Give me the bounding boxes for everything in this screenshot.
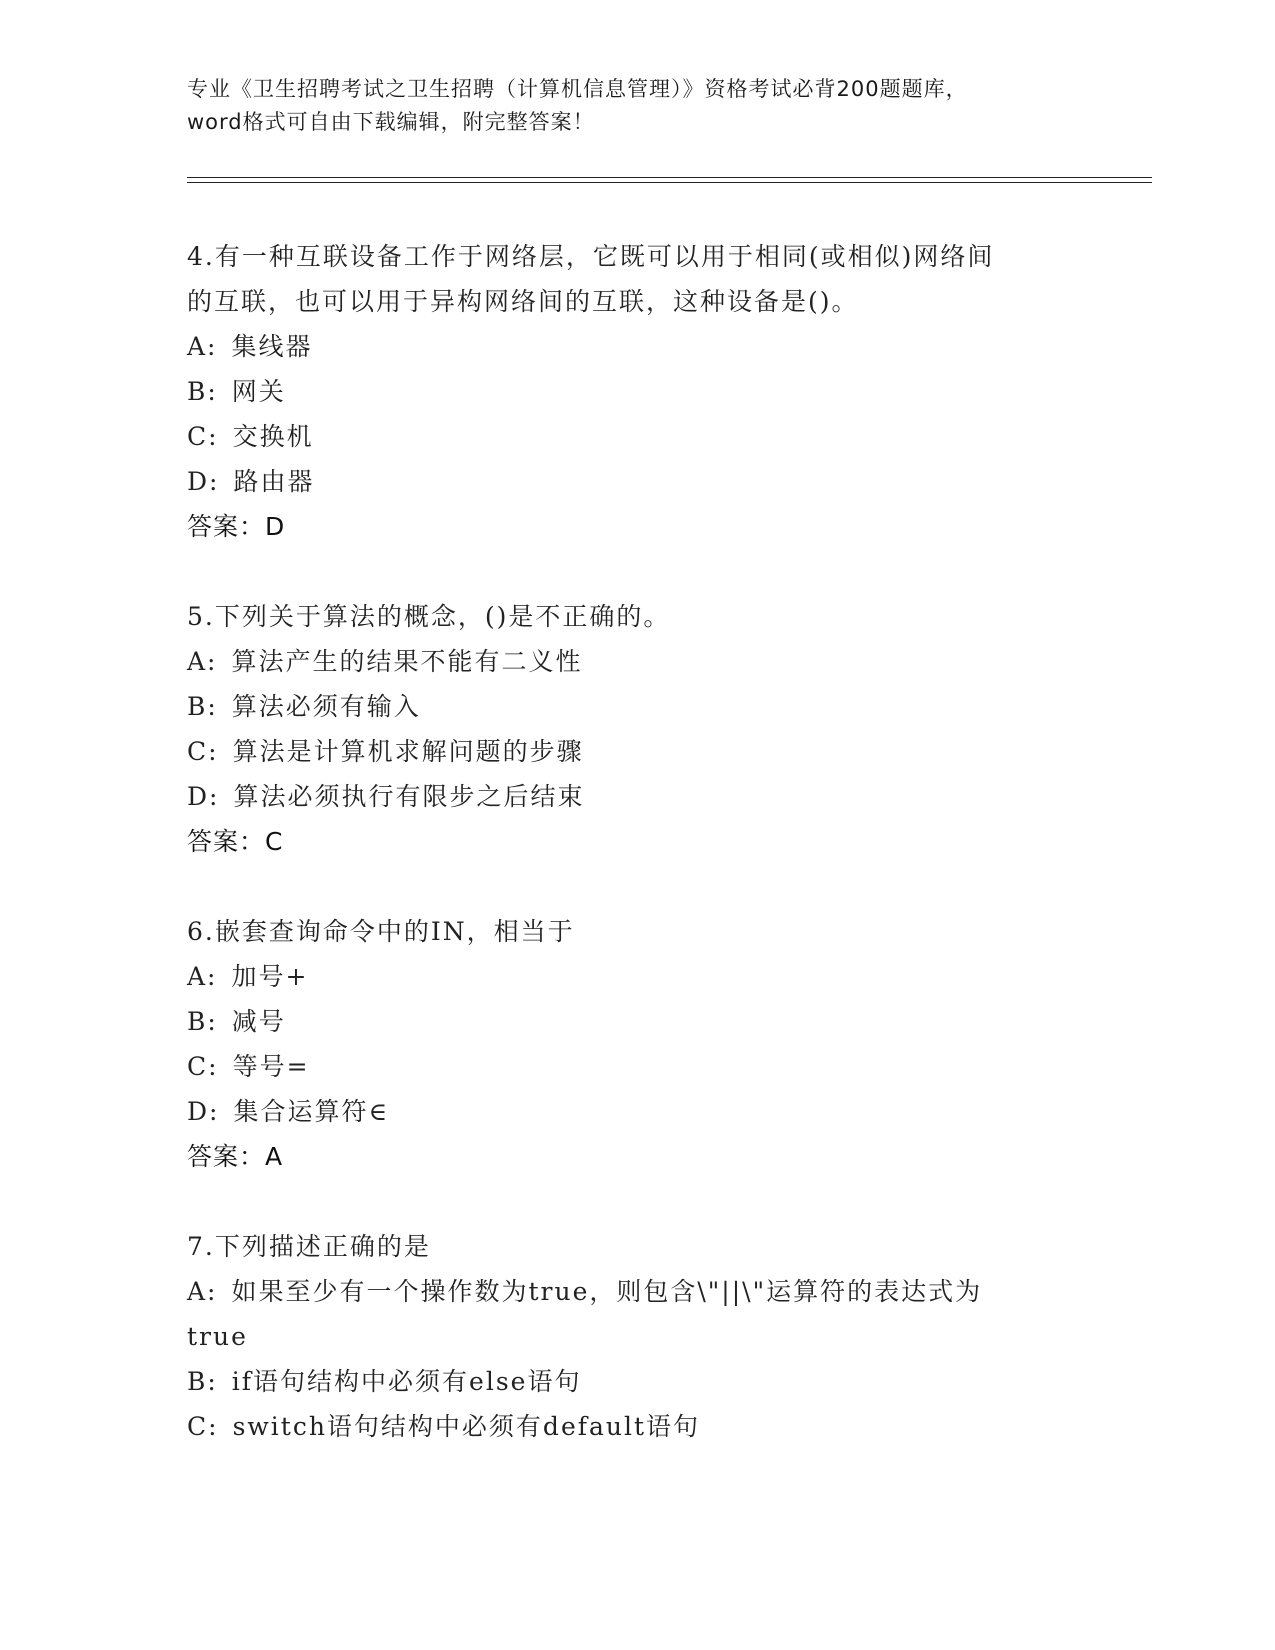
answer-line: 答案：D — [187, 512, 286, 541]
option-key: B: — [187, 1007, 218, 1036]
option-key: A: — [187, 1277, 218, 1306]
option-text: 路由器 — [233, 467, 315, 496]
option-a — [187, 324, 1087, 369]
document-header — [187, 73, 1087, 139]
option-text: 集合运算符∈ — [233, 1097, 389, 1126]
option-d — [187, 459, 1087, 504]
option-key: B: — [187, 692, 218, 721]
option-text: 算法产生的结果不能有二义性 — [231, 647, 583, 676]
header-divider-bottom — [187, 182, 1152, 183]
question-7 — [187, 1224, 1087, 1449]
option-text: 减号 — [231, 1007, 286, 1036]
option-c — [187, 1404, 1087, 1449]
option-text: 集线器 — [231, 332, 313, 361]
option-b — [187, 1359, 1087, 1404]
option-a — [187, 639, 1087, 684]
question-6 — [187, 909, 1087, 1179]
question-stem: 的互联，也可以用于异构网络间的互联，这种设备是()。 — [187, 287, 859, 316]
option-a-continuation: true — [187, 1322, 248, 1351]
option-key: B: — [187, 1367, 218, 1396]
option-text: switch语句结构中必须有default语句 — [232, 1412, 701, 1441]
header-divider-top — [187, 177, 1152, 178]
option-d — [187, 1089, 1087, 1134]
question-list — [187, 234, 1087, 1494]
question-stem: 4.有一种互联设备工作于网络层，它既可以用于相同(或相似)网络间 — [187, 242, 995, 271]
option-text: 加号+ — [231, 962, 309, 991]
option-text: 交换机 — [232, 422, 314, 451]
option-c — [187, 1044, 1087, 1089]
option-key: C: — [187, 737, 219, 766]
answer-line: 答案：A — [187, 1142, 284, 1171]
option-text: 网关 — [231, 377, 286, 406]
option-b — [187, 369, 1087, 414]
option-key: C: — [187, 422, 219, 451]
question-stem: 6.嵌套查询命令中的IN，相当于 — [187, 917, 575, 946]
question-stem: 7.下列描述正确的是 — [187, 1232, 431, 1261]
option-key: A: — [187, 332, 218, 361]
option-key: C: — [187, 1412, 219, 1441]
option-d — [187, 774, 1087, 819]
option-text: 等号= — [232, 1052, 310, 1081]
header-line-1: 专业《卫生招聘考试之卫生招聘（计算机信息管理）》资格考试必背200题题库， — [187, 77, 968, 101]
option-b — [187, 999, 1087, 1044]
option-key: A: — [187, 647, 218, 676]
question-5 — [187, 594, 1087, 864]
question-stem: 5.下列关于算法的概念，()是不正确的。 — [187, 602, 671, 631]
option-key: B: — [187, 377, 218, 406]
option-key: D: — [187, 467, 220, 496]
option-a — [187, 954, 1087, 999]
option-text: 算法是计算机求解问题的步骤 — [232, 737, 584, 766]
option-key: C: — [187, 1052, 219, 1081]
option-text: 如果至少有一个操作数为true，则包含\"||\"运算符的表达式为 — [231, 1277, 983, 1306]
answer-line: 答案：C — [187, 827, 284, 856]
option-text: if语句结构中必须有else语句 — [231, 1367, 582, 1396]
option-key: D: — [187, 782, 220, 811]
option-c — [187, 414, 1087, 459]
option-c — [187, 729, 1087, 774]
question-4 — [187, 234, 1087, 549]
option-a — [187, 1269, 1087, 1314]
header-line-2: word格式可自由下载编辑，附完整答案！ — [187, 110, 595, 134]
option-text: 算法必须有输入 — [231, 692, 421, 721]
option-key: A: — [187, 962, 218, 991]
option-b — [187, 684, 1087, 729]
option-key: D: — [187, 1097, 220, 1126]
option-text: 算法必须执行有限步之后结束 — [233, 782, 585, 811]
